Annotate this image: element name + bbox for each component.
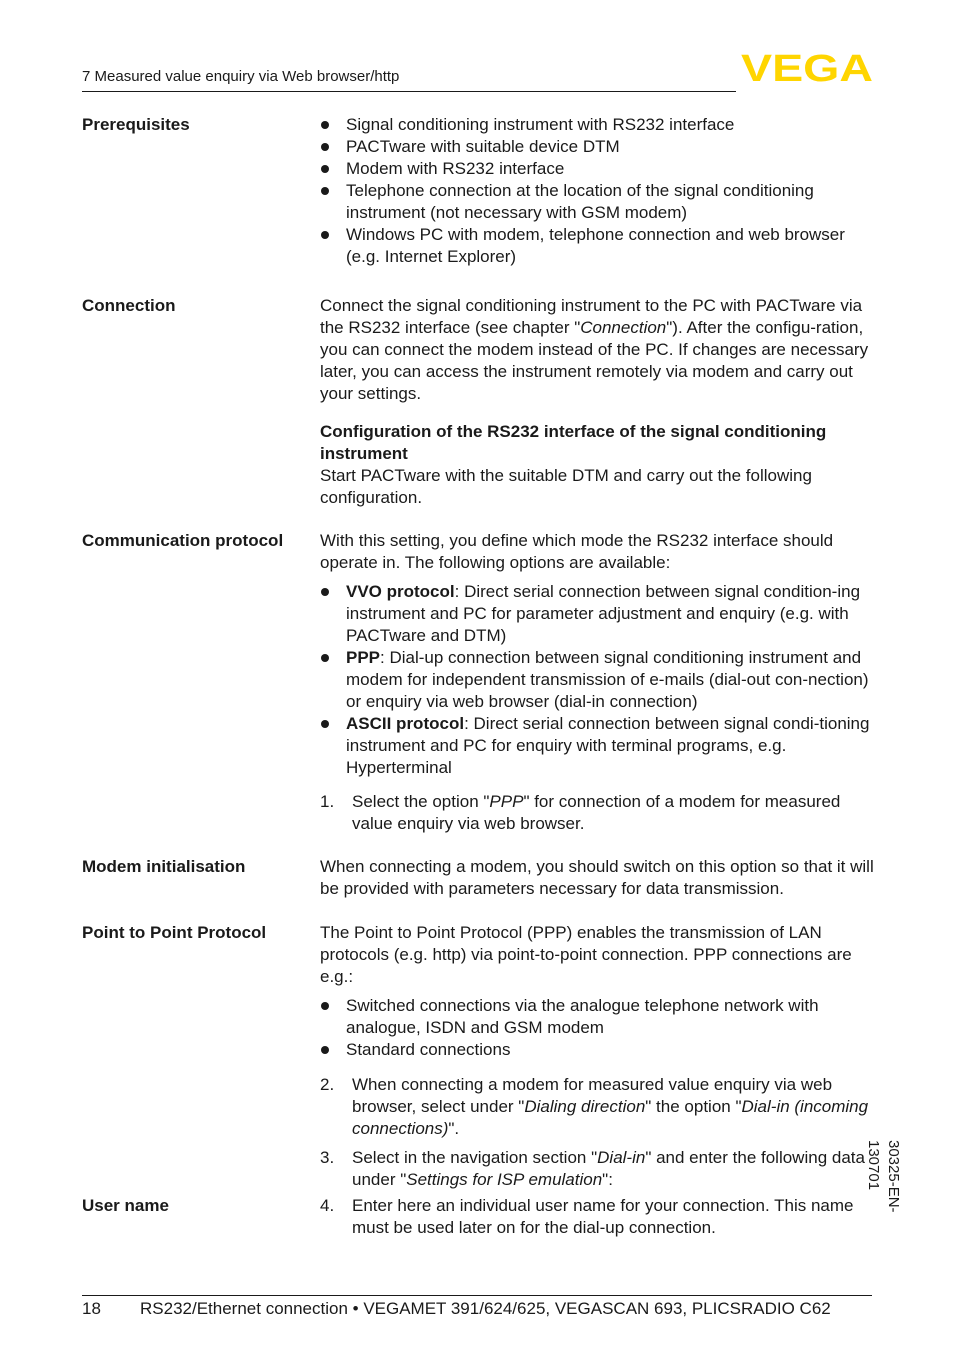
prerequisites-list-block: [320, 114, 876, 268]
list-item: Windows PC with modem, telephone connection and web browser (e.g. Internet Explorer): [320, 224, 876, 268]
list-item: Telephone connection at the location of the signal conditioning instrument (not necessary with GSM modem): [320, 180, 876, 224]
label-user-name: User name: [82, 1196, 169, 1215]
chapter-title: 7 Measured value enquiry via Web browser/http: [82, 68, 400, 85]
label-connection: Connection: [82, 296, 176, 315]
list-item: PPP: Dial-up connection between signal conditioning instrument and modem for independent transmission of e-mails (dial-out con-nection) or enquiry via web browser (dial-in connection): [320, 647, 876, 713]
ppp-connection-list: [320, 995, 876, 1061]
ppp-intro: The Point to Point Protocol (PPP) enables the transmission of LAN protocols (e.g. http) via point-to-point connection. PPP connections are e.g.:: [320, 923, 852, 986]
list-item: Signal conditioning instrument with RS232 interface: [320, 114, 876, 136]
logo-text: VEGA: [741, 51, 873, 83]
bullet-icon: [321, 231, 329, 239]
vega-logo: [741, 51, 873, 83]
step-3: 3. Select in the navigation section "Dial-in" and enter the following data under "Settings for ISP emulation":: [320, 1148, 865, 1189]
communication-intro: With this setting, you define which mode the RS232 interface should operate in. The following options are available:: [320, 531, 834, 572]
label-communication-protocol: Communication protocol: [82, 531, 284, 550]
step-4: 4. Enter here an individual user name for your connection. This name must be used later on for the dial-up connection.: [320, 1196, 854, 1237]
page-number: 18: [82, 1299, 101, 1318]
communication-block: [320, 530, 876, 835]
bullet-icon: [321, 121, 329, 129]
connection-block: [320, 295, 876, 509]
user-block: [320, 1195, 876, 1239]
list-item: Modem with RS232 interface: [320, 158, 876, 180]
config-heading: Configuration of the RS232 interface of the signal conditioning instrument: [320, 422, 827, 463]
bullet-icon: [321, 165, 329, 173]
config-paragraph: Start PACTware with the suitable DTM and carry out the following configuration.: [320, 466, 812, 507]
step-1: 1. Select the option "PPP" for connection of a modem for measured value enquiry via web browser.: [320, 792, 841, 833]
connection-paragraph: Connect the signal conditioning instrument to the PC with PACTware via the RS232 interface (see chapter "Connection"). After the configu-ration, you can connect the modem instead of the PC. If changes are necessary later, you can access the instrument remotely via modem and carry out your settings.: [320, 296, 869, 403]
bullet-icon: [321, 654, 329, 662]
ppp-block: [320, 922, 876, 1191]
document-code: 30325-EN-130701: [865, 1140, 902, 1213]
protocol-options: [320, 581, 876, 779]
bullet-icon: [321, 187, 329, 195]
bullet-icon: [321, 1046, 329, 1054]
list-item: Switched connections via the analogue telephone network with analogue, ISDN and GSM modem: [320, 995, 876, 1039]
step-2: 2. When connecting a modem for measured value enquiry via web browser, select under "Dialing direction" the option "Dial-in (incoming connections)".: [320, 1075, 869, 1138]
bullet-icon: [321, 143, 329, 151]
label-modem-initialisation: Modem initialisation: [82, 857, 246, 876]
bullet-icon: [321, 720, 329, 728]
header-rule: [82, 91, 736, 92]
bullet-icon: [321, 588, 329, 596]
list-item: Standard connections: [320, 1039, 876, 1061]
list-item: PACTware with suitable device DTM: [320, 136, 876, 158]
footer-rule: [82, 1295, 872, 1296]
list-item: ASCII protocol: Direct serial connection between signal condi-tioning instrument and PC for enquiry with terminal programs, e.g. Hyperterminal: [320, 713, 876, 779]
list-item: VVO protocol: Direct serial connection between signal condition-ing instrument and PC for parameter adjustment and enquiry (e.g. with PACTware and DTM): [320, 581, 876, 647]
bullet-icon: [321, 1002, 329, 1010]
footer-text: RS232/Ethernet connection • VEGAMET 391/624/625, VEGASCAN 693, PLICSRADIO C62: [140, 1299, 831, 1318]
label-prerequisites: Prerequisites: [82, 115, 190, 134]
label-ppp: Point to Point Protocol: [82, 923, 267, 942]
modem-paragraph: When connecting a modem, you should switch on this option so that it will be provided with parameters necessary for data transmission.: [320, 857, 874, 898]
prerequisites-list: [320, 114, 876, 268]
